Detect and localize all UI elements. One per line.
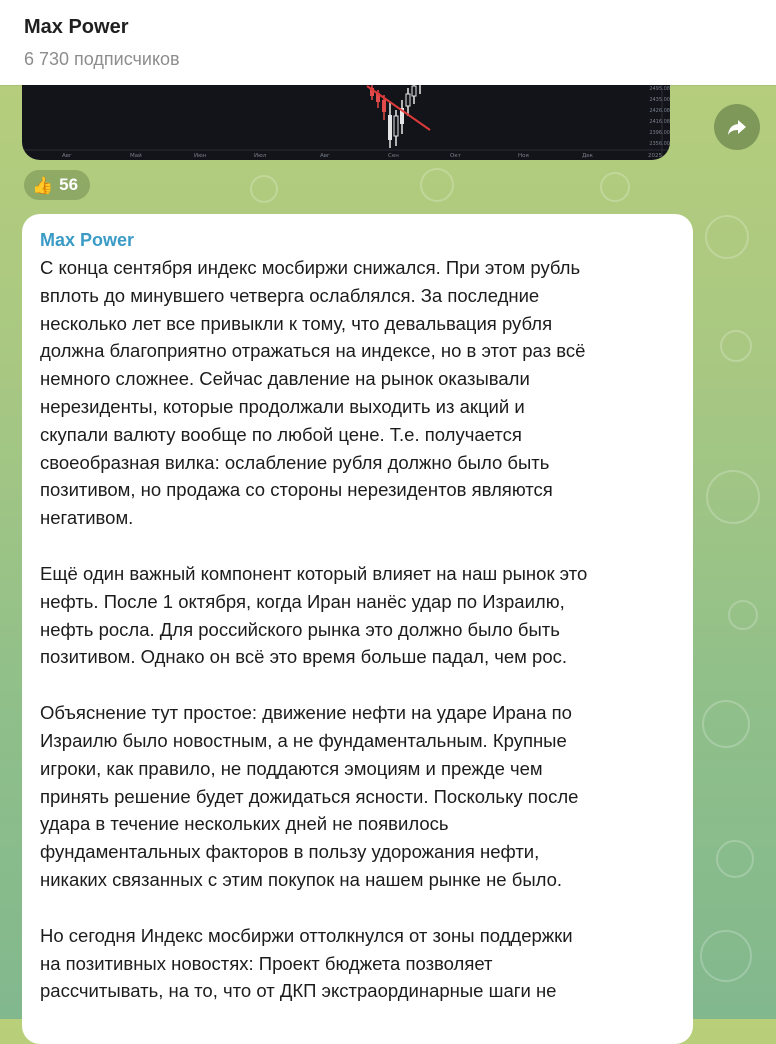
- wallpaper-doodle: [728, 600, 758, 630]
- message-paragraph: Объяснение тут простое: движение нефти на ударе Ирана по Израилю было новостным, а не фундаментальным. Крупные игроки, как правило, не поддаются эмоциям и прежде чем принять решение будет дожидаться ясности. Поскольку после удара в течение нескольких дней не появилось фундаментальных факторов в пользу удорожания нефти, никаких связанных с этим покупок на нашем рынке не было.: [40, 702, 579, 890]
- message-paragraph: Но сегодня Индекс мосбиржи оттолкнулся от зоны поддержки на позитивных новостях: Проект бюджета позволяет рассчитывать, на то, что от ДКП экстраординарные шаги не: [40, 924, 573, 1002]
- chart-x-tick: Ноя: [518, 153, 529, 159]
- wallpaper-doodle: [705, 215, 749, 259]
- price-tick: 2495.08: [649, 86, 670, 92]
- chart-x-tick: Дек: [582, 153, 594, 159]
- wallpaper-doodle: [706, 470, 760, 524]
- wallpaper-doodle: [716, 840, 754, 878]
- chart-x-tick: Июл: [254, 153, 267, 159]
- message-paragraph: Ещё один важный компонент который влияет на наш рынок это нефть. После 1 октября, когда Иран нанёс удар по Израилю, нефть росла. Для российского рынка это должно было быть позитивом. Однако он всё это время больше падал, чем рос.: [40, 562, 588, 668]
- price-tick: 2356.00: [649, 141, 670, 147]
- price-tick: 2435.00: [649, 97, 670, 103]
- thumbs-up-icon: 👍: [32, 175, 54, 195]
- chart-x-tick: Сен: [388, 153, 399, 159]
- reaction-chip[interactable]: [24, 170, 90, 200]
- channel-title: Max Power: [24, 16, 129, 38]
- wallpaper-doodle: [720, 330, 752, 362]
- wallpaper-doodle: [420, 168, 454, 202]
- wallpaper-doodle: [702, 700, 750, 748]
- wallpaper-doodle: [250, 175, 278, 203]
- wallpaper-doodle: [600, 172, 630, 202]
- price-tick: 2416.08: [649, 119, 670, 125]
- subscriber-count: 6 730 подписчиков: [24, 49, 180, 69]
- chart-x-tick: Авг: [62, 153, 72, 159]
- reaction-count: 56: [59, 175, 79, 194]
- price-tick: 2396.00: [649, 130, 670, 136]
- chart-x-tick: Авг: [320, 153, 330, 159]
- chart-x-tick: Окт: [450, 153, 461, 159]
- channel-header[interactable]: [0, 0, 776, 85]
- message-paragraph: С конца сентября индекс мосбиржи снижался. При этом рубль вплоть до минувшего четверга ослаблялся. За последние несколько лет все привыкли к тому, что девальвация рубля должна благоприятно отражаться на индексе, но в этот раз всё немного сложнее. Сейчас давление на рынок оказывали нерезиденты, которые продолжали выходить из акций и скупали валюту вообще по любой цене. Т.е. получается своеобразная вилка: ослабление рубля должно было быть позитивом, но продажа со стороны нерезидентов являются негативом.: [40, 257, 586, 529]
- chart-x-tick: Май: [130, 153, 142, 159]
- chart-x-tick: 2025: [648, 153, 662, 159]
- share-button[interactable]: [714, 104, 760, 150]
- price-tick: 2426.08: [649, 108, 670, 114]
- message-bubble[interactable]: [22, 214, 693, 1044]
- wallpaper-doodle: [700, 930, 752, 982]
- message-author[interactable]: Max Power: [40, 230, 135, 250]
- share-arrow-icon: [725, 115, 749, 139]
- chart-candles: [370, 82, 420, 148]
- chart-x-tick: Июн: [194, 153, 207, 159]
